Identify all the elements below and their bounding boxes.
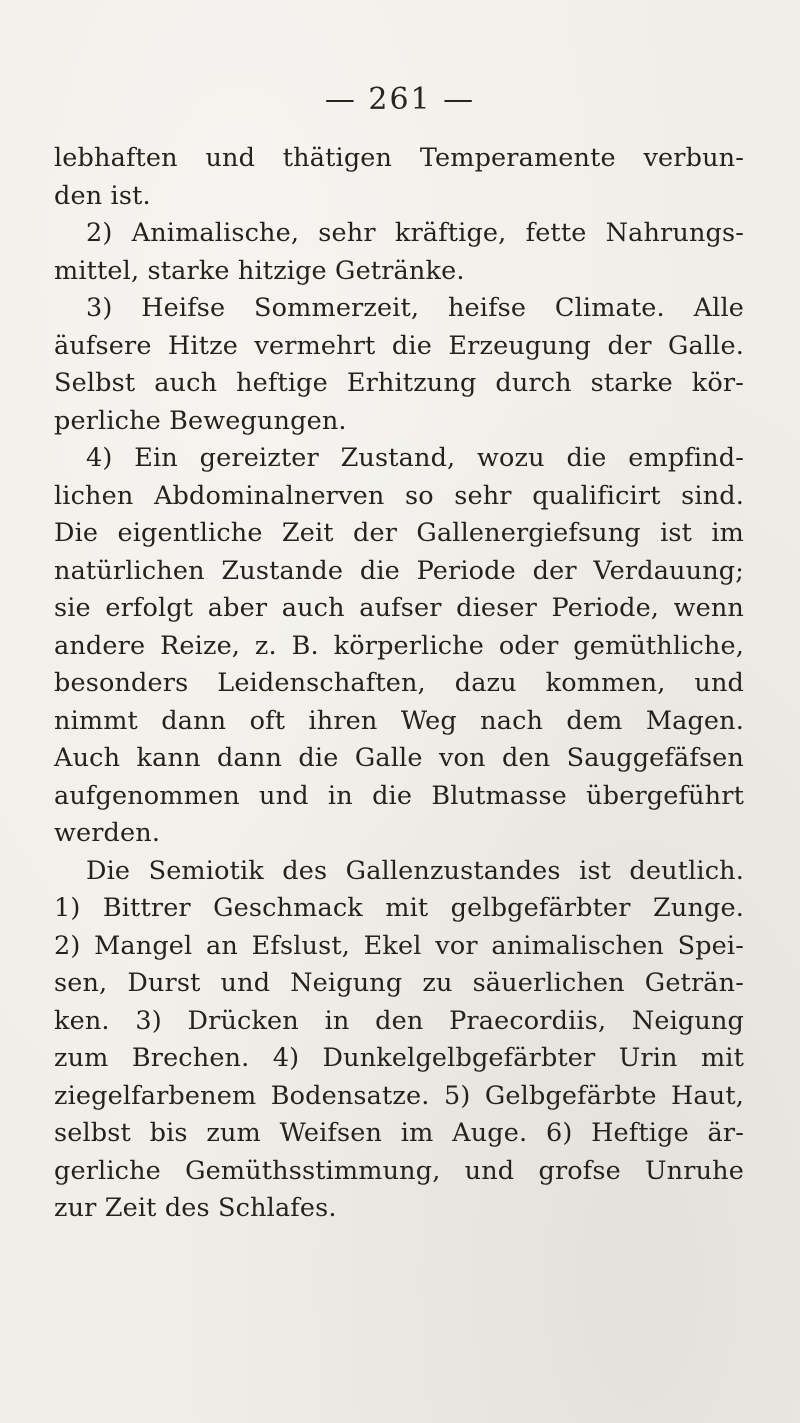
text-line: besonders Leidenschaften, dazu kommen, und [54,668,744,698]
text-line: den ist. [54,180,151,211]
text-line: mittel, starke hitzige Getränke. [54,255,465,286]
text-line: lebhaften und thätigen Temperamente verbun- [54,143,744,173]
text-line: ken. 3) Drücken in den Praecordiis, Neigung [54,1005,744,1036]
text-line: 2) Mangel an Efslust, Ekel vor animalischen Spei- [54,930,744,961]
text-line: Die Semiotik des Gallenzustandes ist deutlich. [86,855,744,886]
text-line: äufsere Hitze vermehrt die Erzeugung der Galle. [54,330,744,361]
text-line: werden. [54,818,161,848]
text-line: sen, Durst und Neigung zu säuerlichen Geträn- [54,968,744,998]
text-line: gerliche Gemüthsstimmung, und grofse Unruhe [54,1155,744,1186]
text-line: zum Brechen. 4) Dunkelgelbgefärbter Urin mit [54,1043,744,1073]
text-line: Auch kann dann die Galle von den Sauggefäfsen [54,743,744,773]
text-line: ziegelfarbenem Bodensatze. 5) Gelbgefärbte Haut, [54,1080,744,1111]
text-line: 1) Bittrer Geschmack mit gelbgefärbter Zunge. [54,893,744,923]
text-line: nimmt dann oft ihren Weg nach dem Magen. [54,705,744,736]
text-line: 2) Animalische, sehr kräftige, fette Nahrungs- [86,218,744,248]
text-line: selbst bis zum Weifsen im Auge. 6) Heftige är- [54,1118,744,1148]
text-line: aufgenommen und in die Blutmasse übergeführt [54,780,744,811]
page-number: — 261 — [324,82,476,117]
text-line: zur Zeit des Schlafes. [54,1193,337,1223]
text-line: perliche Bewegungen. [54,405,347,436]
text-line: natürlichen Zustande die Periode der Verdauung; [54,555,744,586]
text-line: lichen Abdominalnerven so sehr qualificirt sind. [54,480,744,511]
text-line: 3) Heifse Sommerzeit, heifse Climate. Alle [86,293,744,323]
text-line: Selbst auch heftige Erhitzung durch starke kör- [54,368,744,398]
text-line: Die eigentliche Zeit der Gallenergiefsung ist im [54,518,744,548]
text-line: sie erfolgt aber auch aufser dieser Periode, wenn [54,593,744,623]
text-line: andere Reize, z. B. körperliche oder gemüthliche, [54,630,744,661]
body-text [54,140,744,1228]
text-line: 4) Ein gereizter Zustand, wozu die empfind- [86,443,744,473]
